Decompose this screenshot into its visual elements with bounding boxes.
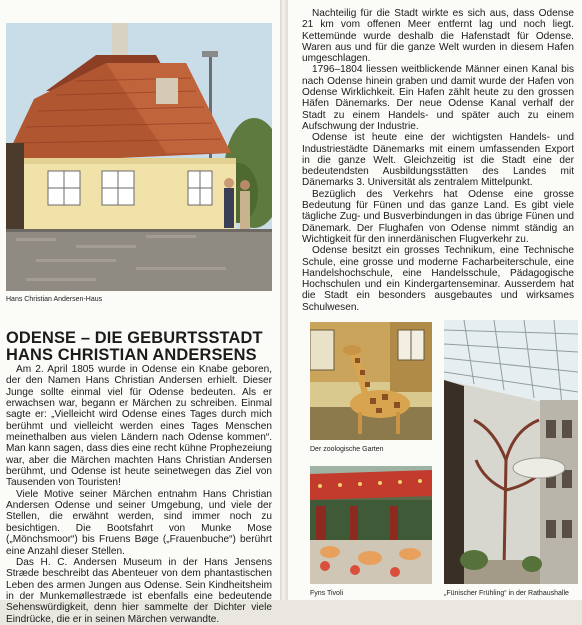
tivoli-photo [310, 466, 432, 584]
house-photo-caption: Hans Christian Andersen-Haus [6, 296, 103, 303]
paragraph: Viele Motive seiner Märchen entnahm Hans Christian Andersen Odense und seiner Umgebung, und viele der Stellen, die erwähnt werden, sind immer noch zu besichtigen. Die Bootsfahrt von Munke Mose („Mönchsmoor“) bis Fruens Bøge („Frauenbuche“) berührt eine Anzahl dieser Stellen. [6, 488, 272, 557]
zoo-giraffe-photo [310, 322, 432, 440]
paragraph: Odense ist heute eine der wichtigsten Handels- und Industriestädte Dänemarks mit einem umfassenden Export in die ganze Welt. Gleichzeitig ist die Stadt eine der bedeutendsten Ausbildungsstätten des Landes mit Dänemarks 3. Universität als zentralem Mittelpunkt. [302, 132, 574, 189]
zoo-caption: Der zoologische Garten [310, 446, 384, 453]
paragraph: Bezüglich des Verkehrs hat Odense eine grosse Bedeutung für Fünen und das ganze Land. Es gibt viele tägliche Zug- und Busverbindungen in das übrige Fünen und Dänemark. Der Flughafen von Odense nimmt ständig an Wichtigkeit für den innerdänischen Flugverkehr zu. [302, 188, 574, 245]
headline-line-1: ODENSE – DIE GEBURTSSTADT [6, 329, 263, 347]
paragraph: Nachteilig für die Stadt wirkte es sich aus, dass Odense 21 km vom offenen Meer entfernt lag und noch liegt. Kettemünde wurde deshalb die Hafenstadt für Odense. Waren aus und für die ganze Welt wurden in diesem Hafen umgeschlagen. [302, 8, 574, 65]
paragraph: 1796–1804 liessen weitblickende Männer einen Kanal bis nach Odense hinein graben und damit wurde der Hafen von Odense Wirklichkeit. Ein Hafen zählt heute zu den grossen Häfen Dänemarks. Der neue Odense Kanal verhalf der Stadt zu einem Handels- und später auch zu einem Aufschwung der Industrie. [302, 64, 574, 132]
page-fold [280, 0, 288, 600]
paragraph: Odense besitzt ein grosses Technikum, eine Technische Schule, eine grosse und moderne Facharbeiterschule, eine Handelshochschule, eine Handelsschule, Pädagogische Hochschulen und ein Kindergartenseminar. Ausserdem hat die Stadt ein besonders ausgebautes und wirksames Schulwesen. [302, 245, 574, 313]
headline-line-2: HANS CHRISTIAN ANDERSENS [6, 346, 257, 364]
right-page [288, 0, 582, 600]
andersen-house-photo [6, 23, 272, 291]
paragraph: Am 2. April 1805 wurde in Odense ein Knabe geboren, der den Namen Hans Christian Andersen erhielt. Dieser Junge sollte einmal viel für Odense bedeuten. Als er erwachsen war, begann er Märchen zu schreiben. Einmal sagte er: „Vielleicht wird Odense eines Tages durch mich berühmt und vielleicht werden eines Tages Menschen meinethalben aus vielen Ländern nach Odense kommen“. Man kann sagen, dass dies eine recht kühne Prophezeiung war, aber die Märchen machten Hans Christian Andersen berühmt, und Odense ist heute seinetwegen das Ziel von Tausenden von Touristen! [6, 364, 272, 489]
left-body-text [6, 364, 272, 625]
tivoli-caption: Fyns Tivoli [310, 590, 344, 597]
town-hall-caption: „Fünischer Frühling“ in der Rathaushalle [444, 590, 569, 597]
page-headline [6, 330, 276, 364]
right-body-text [302, 8, 574, 313]
town-hall-photo [444, 320, 578, 584]
paragraph: Das H. C. Andersen Museum in der Hans Jensens Stræde beschreibt das Abenteuer von dem phantastischen Leben des armen Jungen aus Odense. Sein Kindheitsheim in der Munkemøllestræde ist ebenfalls eine bedeutende Sehenswürdigkeit, denn hier sammelte der Dichter viele Eindrücke, die er in seinen Märchen verwandte. [6, 556, 272, 625]
left-page [0, 0, 280, 625]
